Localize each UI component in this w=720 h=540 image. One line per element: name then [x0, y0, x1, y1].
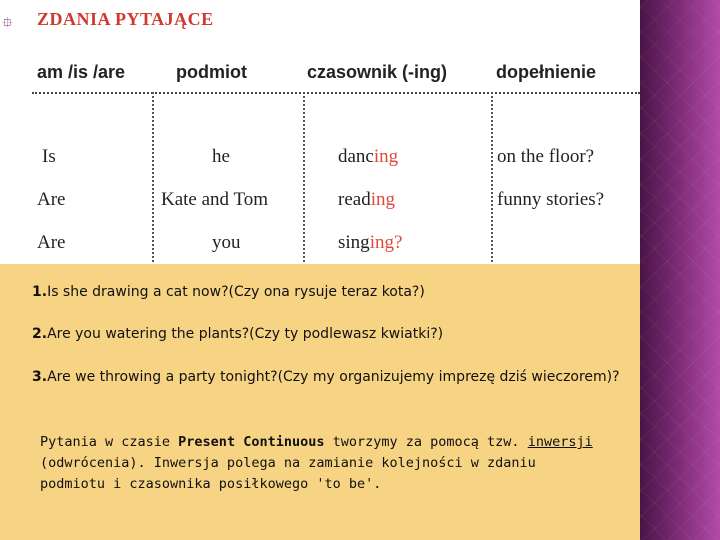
header-verb: czasownik (-ing) [307, 62, 448, 82]
row3-aux: Are [37, 232, 66, 253]
row1-verb [338, 146, 398, 168]
question-number: 3. [32, 369, 48, 385]
row3-verb [338, 232, 402, 254]
note-tense: Present Continuous [178, 434, 325, 450]
column-divider [152, 92, 154, 262]
ing-suffix: ing [373, 146, 399, 167]
column-divider [303, 92, 305, 262]
question-text: Are we throwing a party tonight?(Czy my organizujemy imprezę dziś wieczorem)? [47, 369, 620, 385]
question-number: 2. [32, 326, 48, 342]
header-object: dopełnienie [496, 62, 597, 82]
question-number: 1. [32, 284, 48, 300]
row1-object: on the floor? [497, 146, 595, 167]
slide-title: ZDANIA PYTAJĄCE [37, 9, 214, 29]
decorative-side-strip [640, 0, 720, 540]
row3-subject: you [212, 232, 241, 253]
verb-stem: danc [338, 146, 374, 167]
question-text: Are you watering the plants?(Czy ty podlewasz kwiatki?) [47, 326, 444, 342]
header-subject: podmiot [176, 62, 247, 82]
header-aux: am /is /are [37, 62, 126, 82]
header-divider [32, 92, 640, 94]
example-question-1 [32, 282, 622, 303]
row1-subject: he [212, 146, 230, 167]
verb-stem: read [338, 189, 371, 210]
question-text: Is she drawing a cat now?(Czy ona rysuje teraz kota?) [47, 284, 425, 300]
column-divider [491, 92, 493, 262]
verb-stem: sing [338, 232, 370, 253]
note-text: tworzymy za pomocą tzw. [324, 434, 528, 450]
row1-aux: Is [42, 146, 56, 167]
example-question-2 [32, 324, 622, 345]
ing-suffix: ing [370, 189, 395, 210]
note-text: Pytania w czasie [40, 434, 179, 450]
row2-subject: Kate and Tom [161, 189, 269, 210]
example-question-3 [32, 367, 622, 388]
note-term: inwersji [527, 434, 593, 450]
row2-object: funny stories? [497, 189, 605, 210]
grammar-table-image [0, 0, 640, 262]
ing-suffix: ing? [369, 232, 403, 253]
bullet-marker-icon: ⯐ [2, 15, 13, 31]
inversion-note [40, 432, 600, 495]
row2-aux: Are [37, 189, 66, 210]
examples-panel [0, 264, 640, 540]
row2-verb [338, 189, 395, 211]
note-text: (odwrócenia). Inwersja polega na zamianie kolejności w zdaniu podmiotu i czasownika posiłkowego 'to be'. [40, 455, 536, 492]
